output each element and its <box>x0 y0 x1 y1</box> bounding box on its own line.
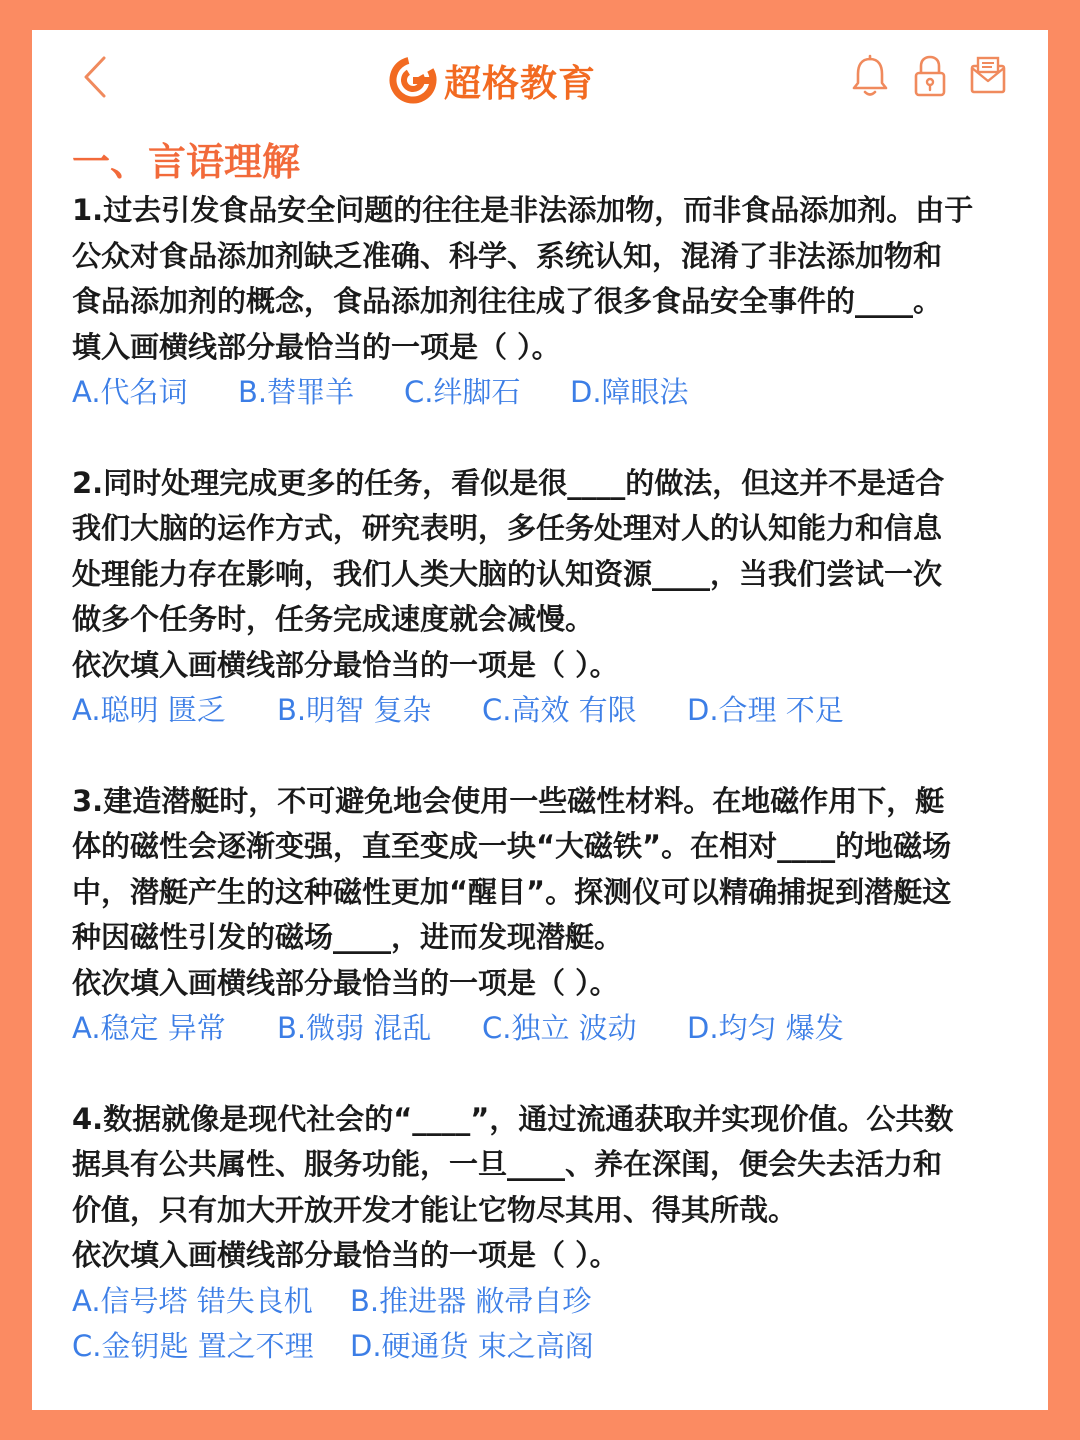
question-text-line: 我们大脑的运作方式，研究表明，多任务处理对人的认知能力和信息 <box>72 511 943 545</box>
answer-options <box>72 1324 1022 1370</box>
question-text-line: 3.建造潜艇时，不可避免地会使用一些磁性材料。在地磁作用下，艇 <box>72 783 945 818</box>
question-spacer <box>72 734 1022 779</box>
quiz-content <box>72 138 1022 1370</box>
option-d[interactable]: D.合理 不足 <box>687 693 844 727</box>
question-prompt: 填入画横线部分最恰当的一项是（ ）。 <box>72 329 561 364</box>
content-card <box>32 30 1048 1410</box>
option-a[interactable]: A.信号塔 错失良机 <box>72 1283 313 1318</box>
question-prompt: 依次填入画横线部分最恰当的一项是（ ）。 <box>72 965 619 1000</box>
question-text-line: 体的磁性会逐渐变强，直至变成一块“大磁铁”。在相对____的地磁场 <box>72 829 952 863</box>
option-c[interactable]: C.独立 波动 <box>482 1011 637 1045</box>
question-text-line: 做多个任务时，任务完成速度就会减慢。 <box>72 602 595 636</box>
question-text-line: 处理能力存在影响，我们人类大脑的认知资源____，当我们尝试一次 <box>72 556 943 591</box>
option-d[interactable]: D.障眼法 <box>570 375 689 409</box>
option-b[interactable]: B.微弱 混乱 <box>277 1011 432 1045</box>
answer-options <box>72 1279 1022 1325</box>
question-1 <box>72 188 1022 416</box>
option-d[interactable]: D.均匀 爆发 <box>687 1011 844 1045</box>
brand-name: 超格教育 <box>444 62 596 105</box>
question-text-line: 1.过去引发食品安全问题的往往是非法添加物，而非食品添加剂。由于 <box>72 193 974 227</box>
question-text-line: 价值，只有加大开放开发才能让它物尽其用、得其所哉。 <box>72 1192 798 1227</box>
option-c[interactable]: C.高效 有限 <box>482 693 637 727</box>
question-text-line: 食品添加剂的概念，食品添加剂往往成了很多食品安全事件的____。 <box>72 284 943 318</box>
option-c[interactable]: C.金钥匙 置之不理 <box>72 1329 314 1363</box>
option-d[interactable]: D.硬通货 束之高阁 <box>350 1329 594 1363</box>
option-b[interactable]: B.推进器 敝帚自珍 <box>350 1283 592 1318</box>
mail-icon[interactable] <box>968 54 1008 98</box>
question-text-line: 4.数据就像是现代社会的“____”，通过流通获取并实现价值。公共数 <box>72 1101 954 1136</box>
question-4 <box>72 1097 1022 1370</box>
question-text-line: 据具有公共属性、服务功能，一旦____、养在深闺，便会失去活力和 <box>72 1147 943 1181</box>
question-spacer <box>72 1052 1022 1097</box>
question-text-line: 公众对食品添加剂缺乏准确、科学、系统认知，混淆了非法添加物和 <box>72 238 943 273</box>
lock-icon[interactable] <box>910 54 950 98</box>
answer-options <box>72 370 1022 416</box>
section-title: 一、言语理解 <box>72 140 301 184</box>
brand-logo-icon <box>388 55 438 105</box>
answer-options <box>72 688 1022 734</box>
option-b[interactable]: B.明智 复杂 <box>277 693 432 727</box>
brand-logo <box>388 52 596 108</box>
question-text-line: 种因磁性引发的磁场____，进而发现潜艇。 <box>72 920 624 954</box>
question-spacer <box>72 416 1022 461</box>
option-a[interactable]: A.稳定 异常 <box>72 1011 226 1045</box>
option-b[interactable]: B.替罪羊 <box>238 375 355 409</box>
question-2 <box>72 461 1022 734</box>
question-prompt: 依次填入画横线部分最恰当的一项是（ ）。 <box>72 1238 619 1272</box>
option-a[interactable]: A.代名词 <box>72 375 188 409</box>
question-3 <box>72 779 1022 1052</box>
back-chevron-icon[interactable] <box>72 52 122 102</box>
answer-options <box>72 1006 1022 1052</box>
top-bar <box>32 30 1048 130</box>
option-a[interactable]: A.聪明 匮乏 <box>72 693 226 727</box>
question-text-line: 中，潜艇产生的这种磁性更加“醒目”。探测仪可以精确捕捉到潜艇这 <box>72 874 952 909</box>
question-prompt: 依次填入画横线部分最恰当的一项是（ ）。 <box>72 647 619 682</box>
bell-icon[interactable] <box>850 54 890 98</box>
question-text-line: 2.同时处理完成更多的任务，看似是很____的做法，但这并不是适合 <box>72 465 945 500</box>
option-c[interactable]: C.绊脚石 <box>404 375 521 409</box>
